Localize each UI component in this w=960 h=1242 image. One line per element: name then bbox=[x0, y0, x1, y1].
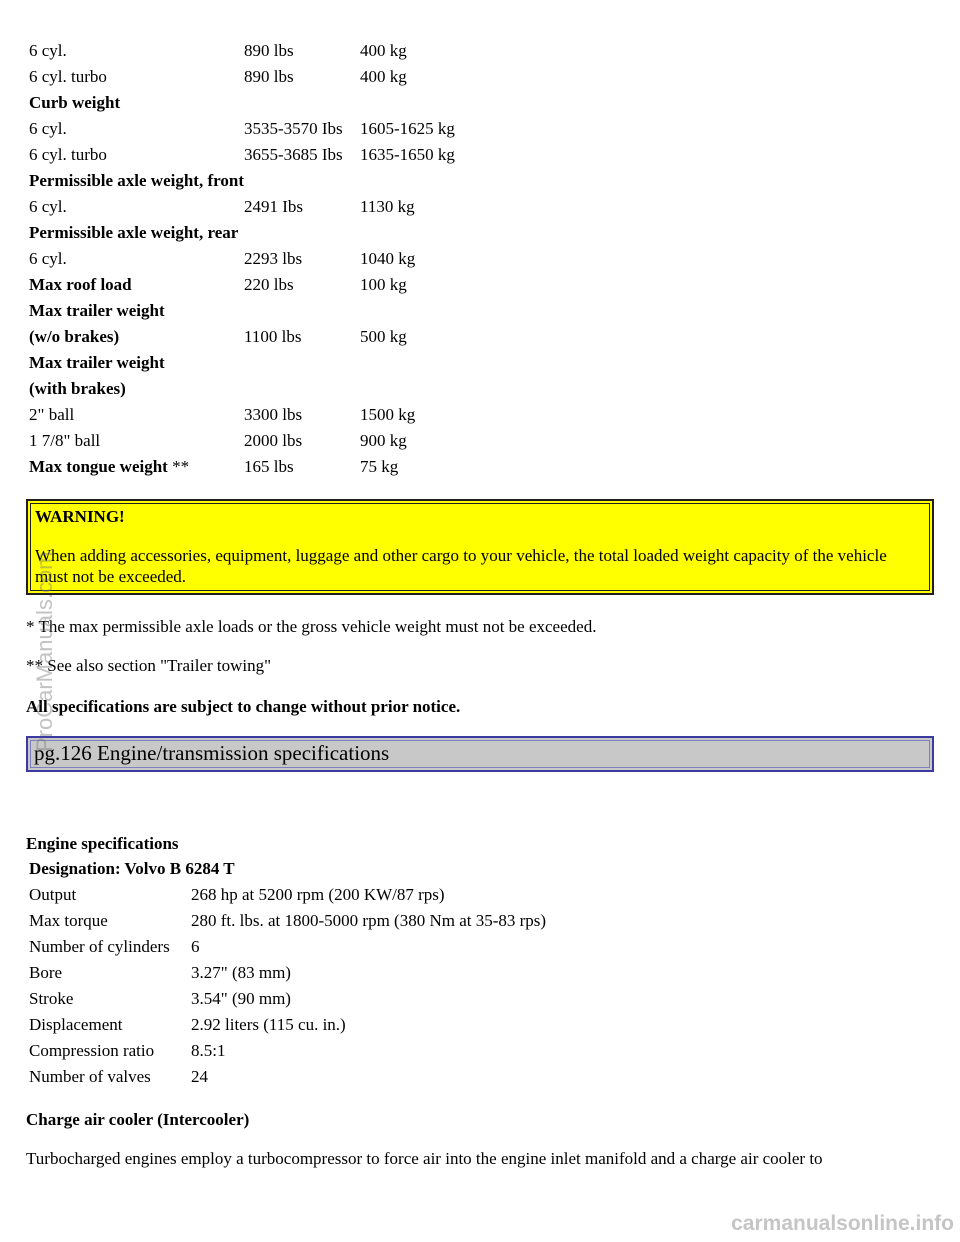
weight-row-lbs: 3300 lbs bbox=[243, 405, 303, 424]
weight-row-kg bbox=[360, 298, 480, 324]
section-header bbox=[26, 736, 934, 772]
weight-row bbox=[29, 428, 480, 454]
section-title: pg.126 Engine/transmission specifications bbox=[34, 741, 390, 765]
weight-row-label bbox=[29, 246, 244, 272]
weight-row bbox=[29, 402, 480, 428]
weight-row bbox=[29, 376, 480, 402]
weight-row-kg: 1130 kg bbox=[359, 197, 415, 216]
weight-row-lbs: 3535-3570 Ibs bbox=[243, 119, 343, 138]
engine-spec-row bbox=[29, 908, 611, 934]
weight-row-kg: 1635-1650 kg bbox=[359, 145, 455, 164]
intercooler-text: Turbocharged engines employ a turbocompressor to force air into the engine inlet manifold and a charge air cooler to bbox=[26, 1149, 823, 1168]
intercooler-heading: Charge air cooler (Intercooler) bbox=[26, 1110, 250, 1129]
weight-row bbox=[29, 116, 480, 142]
weight-row-label bbox=[29, 194, 244, 220]
weight-row-lbs bbox=[244, 90, 360, 116]
weight-row-kg: 1605-1625 kg bbox=[359, 119, 455, 138]
weight-row-label-text: Max trailer weight bbox=[29, 301, 165, 320]
weight-row bbox=[29, 194, 480, 220]
engine-spec-label: Compression ratio bbox=[29, 1041, 155, 1060]
weight-row-label bbox=[29, 64, 244, 90]
weight-row-label bbox=[29, 220, 244, 246]
engine-spec-row bbox=[29, 1064, 611, 1090]
weight-row-kg: 400 kg bbox=[359, 67, 407, 86]
weight-row-lbs: 2293 lbs bbox=[243, 249, 303, 268]
weight-row-label bbox=[29, 350, 244, 376]
engine-spec-value: 24 bbox=[191, 1067, 208, 1086]
weight-row-lbs: 2000 lbs bbox=[243, 431, 303, 450]
weight-row-lbs bbox=[244, 350, 360, 376]
weight-row bbox=[29, 298, 480, 324]
weight-row-label bbox=[29, 324, 244, 350]
weight-row bbox=[29, 64, 480, 90]
warning-box bbox=[26, 499, 934, 595]
weight-row-label bbox=[29, 402, 244, 428]
weight-row-kg: 1500 kg bbox=[359, 405, 416, 424]
weight-row bbox=[29, 142, 480, 168]
weight-row-kg: 1040 kg bbox=[359, 249, 416, 268]
weight-row-kg bbox=[360, 220, 480, 246]
weight-row bbox=[29, 272, 480, 298]
weight-row-kg bbox=[360, 90, 480, 116]
engine-spec-value: 3.54" (90 mm) bbox=[191, 989, 291, 1008]
weight-row-label bbox=[29, 298, 244, 324]
engine-spec-value: 2.92 liters (115 cu. in.) bbox=[191, 1015, 346, 1034]
weight-row-label-text: Max roof load bbox=[29, 275, 132, 294]
weight-row-label bbox=[29, 142, 244, 168]
weight-row-kg: 400 kg bbox=[359, 41, 407, 60]
engine-specs-table bbox=[29, 856, 611, 1090]
weight-row-label-text: 1 7/8" ball bbox=[29, 431, 101, 450]
footnote-marker: ** bbox=[167, 457, 190, 476]
weight-row bbox=[29, 38, 480, 64]
engine-spec-row bbox=[29, 1038, 611, 1064]
weight-row-label-text: 2" ball bbox=[29, 405, 75, 424]
weight-row-label-text: Permissible axle weight, rear bbox=[29, 223, 239, 242]
engine-spec-label: Bore bbox=[29, 963, 63, 982]
weight-row-label bbox=[29, 428, 244, 454]
weight-row-lbs: 2491 Ibs bbox=[243, 197, 304, 216]
weight-row-label bbox=[29, 168, 244, 194]
engine-spec-row bbox=[29, 960, 611, 986]
engine-spec-row bbox=[29, 1012, 611, 1038]
engine-spec-label: Output bbox=[29, 885, 77, 904]
engine-spec-label: Max torque bbox=[29, 911, 108, 930]
weight-row-lbs bbox=[244, 168, 360, 194]
weight-row-label bbox=[29, 454, 244, 480]
weight-row-lbs: 1100 lbs bbox=[243, 327, 302, 346]
weight-row-label bbox=[29, 272, 244, 298]
weight-row-label-text: 6 cyl. bbox=[29, 249, 67, 268]
weight-row-kg: 75 kg bbox=[359, 457, 399, 476]
weight-row-kg bbox=[360, 350, 480, 376]
warning-title: WARNING! bbox=[35, 507, 125, 526]
engine-spec-row bbox=[29, 882, 611, 908]
engine-spec-value: 8.5:1 bbox=[191, 1041, 226, 1060]
engine-spec-label: Number of cylinders bbox=[29, 937, 170, 956]
weight-row bbox=[29, 220, 480, 246]
engine-spec-label: Stroke bbox=[29, 989, 74, 1008]
engine-designation: Designation: Volvo B 6284 T bbox=[29, 859, 235, 878]
weight-row-label bbox=[29, 376, 244, 402]
weight-row bbox=[29, 350, 480, 376]
weight-row-lbs: 220 lbs bbox=[243, 275, 294, 294]
weight-row-lbs bbox=[244, 220, 360, 246]
weight-row bbox=[29, 454, 480, 480]
engine-spec-label: Displacement bbox=[29, 1015, 123, 1034]
engine-spec-value: 268 hp at 5200 rpm (200 KW/87 rps) bbox=[191, 885, 445, 904]
engine-spec-value: 6 bbox=[191, 937, 200, 956]
weight-row-label-text: 6 cyl. bbox=[29, 197, 67, 216]
weight-row-kg: 900 kg bbox=[359, 431, 407, 450]
weight-row-label-text: 6 cyl. bbox=[29, 119, 67, 138]
axle-load-note: * The max permissible axle loads or the gross vehicle weight must not be exceeded. bbox=[26, 617, 597, 636]
side-watermark-text: ProCarManuals.com bbox=[32, 551, 57, 752]
weight-row-label bbox=[29, 116, 244, 142]
engine-spec-label: Number of valves bbox=[29, 1067, 151, 1086]
weight-row-kg: 500 kg bbox=[359, 327, 407, 346]
weight-row bbox=[29, 168, 480, 194]
weight-row-kg: 100 kg bbox=[359, 275, 407, 294]
weight-row-kg bbox=[360, 376, 480, 402]
weight-row-label-text: Max tongue weight bbox=[29, 457, 168, 476]
engine-spec-value: 3.27" (83 mm) bbox=[191, 963, 291, 982]
weight-row-label-text: 6 cyl. bbox=[29, 41, 67, 60]
engine-spec-value: 280 ft. lbs. at 1800-5000 rpm (380 Nm at 35-83 rps) bbox=[191, 911, 547, 930]
weight-row bbox=[29, 324, 480, 350]
engine-specs-heading: Engine specifications bbox=[26, 834, 179, 853]
change-notice: All specifications are subject to change without prior notice. bbox=[26, 697, 461, 716]
weight-row-label bbox=[29, 38, 244, 64]
bottom-watermark: carmanualsonline.info bbox=[731, 1212, 954, 1235]
weight-specs-table bbox=[29, 38, 480, 480]
weight-row-label-text: Curb weight bbox=[29, 93, 121, 112]
weight-row-label-text: 6 cyl. turbo bbox=[29, 145, 107, 164]
engine-spec-row bbox=[29, 986, 611, 1012]
weight-row-lbs bbox=[244, 376, 360, 402]
engine-spec-row bbox=[29, 934, 611, 960]
weight-row-lbs: 3655-3685 Ibs bbox=[243, 145, 343, 164]
weight-row bbox=[29, 90, 480, 116]
weight-row-label-text: (w/o brakes) bbox=[29, 327, 120, 346]
engine-designation-row bbox=[29, 856, 611, 882]
weight-row-label bbox=[29, 90, 244, 116]
weight-row-lbs: 165 lbs bbox=[243, 457, 294, 476]
weight-row-label-text: Permissible axle weight, front bbox=[29, 171, 244, 190]
weight-row-lbs: 890 lbs bbox=[243, 67, 294, 86]
weight-row-kg bbox=[360, 168, 480, 194]
weight-row bbox=[29, 246, 480, 272]
warning-text: When adding accessories, equipment, luggage and other cargo to your vehicle, the total loaded weight capacity of the vehicle must not be exceeded. bbox=[35, 546, 887, 586]
weight-row-lbs: 890 lbs bbox=[243, 41, 294, 60]
weight-row-lbs bbox=[244, 298, 360, 324]
weight-row-label-text: (with brakes) bbox=[29, 379, 126, 398]
trailer-towing-note: ** See also section "Trailer towing" bbox=[26, 656, 272, 675]
side-watermark bbox=[2, 490, 57, 760]
weight-row-label-text: Max trailer weight bbox=[29, 353, 165, 372]
weight-row-label-text: 6 cyl. turbo bbox=[29, 67, 107, 86]
